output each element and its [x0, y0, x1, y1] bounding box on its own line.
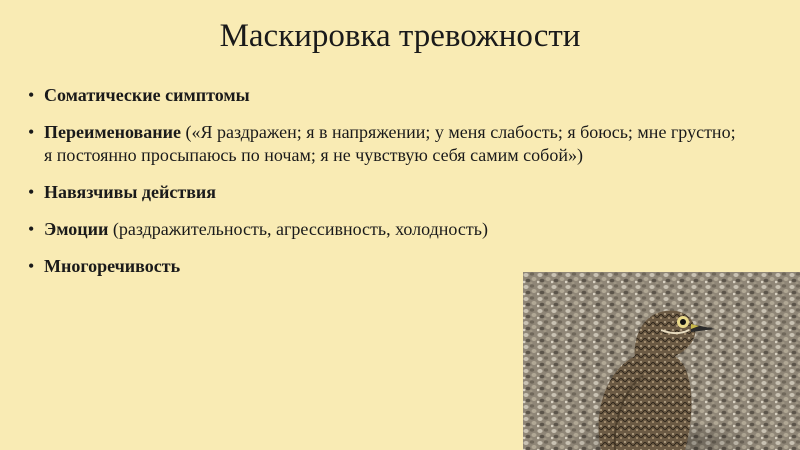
- bird-photo: [523, 272, 800, 450]
- bullet-item: [28, 84, 748, 107]
- bullet-text: («Я раздражен; я в напряжении; у меня слабость; я боюсь; мне грустно; я постоянно просыпаюсь по ночам; я не чувствую себя самим собой»): [44, 122, 736, 165]
- bullet-dot: •: [28, 85, 35, 105]
- bullet-dot: •: [28, 256, 35, 276]
- bullet-bold-text: Соматические симптомы: [44, 85, 250, 105]
- bullet-bold-text: Навязчивы действия: [44, 182, 217, 202]
- bullet-list: [28, 84, 748, 292]
- bullet-item: [28, 121, 748, 167]
- bullet-bold-text: Многоречивость: [44, 256, 181, 276]
- bullet-item: [28, 218, 748, 241]
- bullet-text: (раздражительность, агрессивность, холодность): [108, 219, 488, 239]
- bullet-dot: •: [28, 182, 35, 202]
- bullet-dot: •: [28, 122, 35, 142]
- bullet-bold-text: Эмоции: [44, 219, 109, 239]
- bullet-dot: •: [28, 219, 35, 239]
- slide-title: Маскировка тревожности: [219, 18, 581, 54]
- bullet-bold-text: Переименование: [44, 122, 181, 142]
- bullet-item: [28, 181, 748, 204]
